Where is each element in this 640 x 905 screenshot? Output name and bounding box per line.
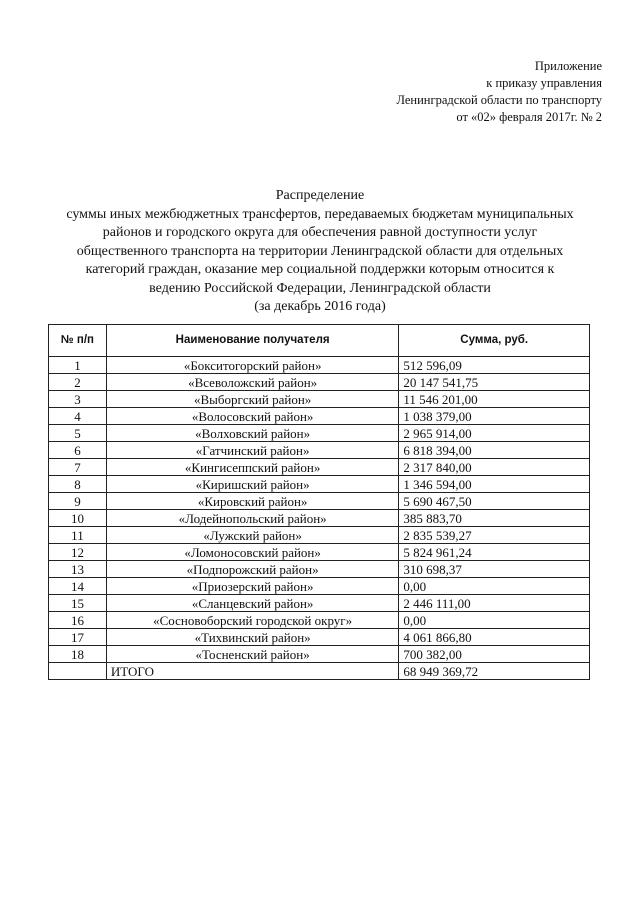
row-sum: 2 835 539,27 [399, 527, 590, 544]
row-sum: 2 446 111,00 [399, 595, 590, 612]
row-sum: 512 596,09 [399, 357, 590, 374]
row-number: 3 [49, 391, 107, 408]
row-sum: 20 147 541,75 [399, 374, 590, 391]
row-sum: 310 698,37 [399, 561, 590, 578]
total-sum: 68 949 369,72 [399, 663, 590, 680]
row-sum: 1 038 379,00 [399, 408, 590, 425]
row-sum: 2 965 914,00 [399, 425, 590, 442]
table-row [49, 442, 590, 459]
row-sum: 11 546 201,00 [399, 391, 590, 408]
header-line: Ленинградской области по транспорту [396, 93, 602, 107]
row-number: 10 [49, 510, 107, 527]
recipient-name: «Ломоносовский район» [106, 544, 398, 561]
row-number: 17 [49, 629, 107, 646]
recipient-name: «Сосновоборский городской округ» [106, 612, 398, 629]
row-sum: 4 061 866,80 [399, 629, 590, 646]
title-line: категорий граждан, оказание мер социальной поддержки которым относится к [85, 262, 555, 277]
total-label: ИТОГО [106, 663, 398, 680]
column-header-number: № п/п [49, 325, 107, 357]
recipient-name: «Волховский район» [106, 425, 398, 442]
table-row [49, 561, 590, 578]
recipient-name: «Подпорожский район» [106, 561, 398, 578]
recipient-name: «Всеволожский район» [106, 374, 398, 391]
recipient-name: «Волосовский район» [106, 408, 398, 425]
header-line: от «02» февраля 2017г. № 2 [456, 110, 602, 124]
recipient-name: «Гатчинский район» [106, 442, 398, 459]
row-sum: 5 824 961,24 [399, 544, 590, 561]
approval-header [396, 58, 602, 126]
row-number: 1 [49, 357, 107, 374]
total-row [49, 663, 590, 680]
row-number: 18 [49, 646, 107, 663]
recipient-name: «Киришский район» [106, 476, 398, 493]
row-number: 11 [49, 527, 107, 544]
document-title [40, 187, 600, 317]
row-sum: 5 690 467,50 [399, 493, 590, 510]
title-line: Распределение [275, 188, 365, 203]
distribution-table [48, 324, 590, 680]
header-line: Приложение [534, 59, 602, 73]
table-row [49, 391, 590, 408]
table-header-row [49, 325, 590, 357]
row-number: 5 [49, 425, 107, 442]
table-row [49, 476, 590, 493]
title-line: общественного транспорта на территории Ленинградской области для отдельных [76, 243, 564, 259]
table-row [49, 459, 590, 476]
title-line: (за декабрь 2016 года) [254, 299, 386, 314]
row-number: 8 [49, 476, 107, 493]
row-number: 14 [49, 578, 107, 595]
row-number: 7 [49, 459, 107, 476]
recipient-name: «Кировский район» [106, 493, 398, 510]
row-sum: 0,00 [399, 612, 590, 629]
row-sum: 1 346 594,00 [399, 476, 590, 493]
title-line: суммы иных межбюджетных трансфертов, передаваемых бюджетам муниципальных [66, 206, 574, 222]
table-row [49, 374, 590, 391]
title-line: ведению Российской Федерации, Ленинградской области [149, 280, 491, 296]
table-row [49, 595, 590, 612]
table-row [49, 357, 590, 374]
recipient-name: «Сланцевский район» [106, 595, 398, 612]
row-sum: 2 317 840,00 [399, 459, 590, 476]
table-row [49, 527, 590, 544]
row-sum: 700 382,00 [399, 646, 590, 663]
table-row [49, 544, 590, 561]
recipient-name: «Бокситогорский район» [106, 357, 398, 374]
row-number: 4 [49, 408, 107, 425]
table-body [49, 357, 590, 680]
row-number: 15 [49, 595, 107, 612]
table-row [49, 646, 590, 663]
row-number: 13 [49, 561, 107, 578]
row-number: 2 [49, 374, 107, 391]
recipient-name: «Выборгский район» [106, 391, 398, 408]
column-header-recipient: Наименование получателя [106, 325, 398, 357]
row-sum: 385 883,70 [399, 510, 590, 527]
row-number: 16 [49, 612, 107, 629]
table-row [49, 629, 590, 646]
column-header-sum: Сумма, руб. [399, 325, 590, 357]
row-number: 9 [49, 493, 107, 510]
row-number: 6 [49, 442, 107, 459]
table-row [49, 578, 590, 595]
recipient-name: «Тосненский район» [106, 646, 398, 663]
table-row [49, 408, 590, 425]
row-sum: 6 818 394,00 [399, 442, 590, 459]
row-number: 12 [49, 544, 107, 561]
row-sum: 0,00 [399, 578, 590, 595]
total-empty-cell [49, 663, 107, 680]
recipient-name: «Лодейнопольский район» [106, 510, 398, 527]
table-row [49, 425, 590, 442]
table-row [49, 510, 590, 527]
table-row [49, 493, 590, 510]
recipient-name: «Приозерский район» [106, 578, 398, 595]
recipient-name: «Лужский район» [106, 527, 398, 544]
recipient-name: «Тихвинский район» [106, 629, 398, 646]
recipient-name: «Кингисеппский район» [106, 459, 398, 476]
title-line: районов и городского округа для обеспечения равной доступности услуг [102, 225, 538, 240]
header-line: к приказу управления [486, 76, 602, 90]
table-row [49, 612, 590, 629]
